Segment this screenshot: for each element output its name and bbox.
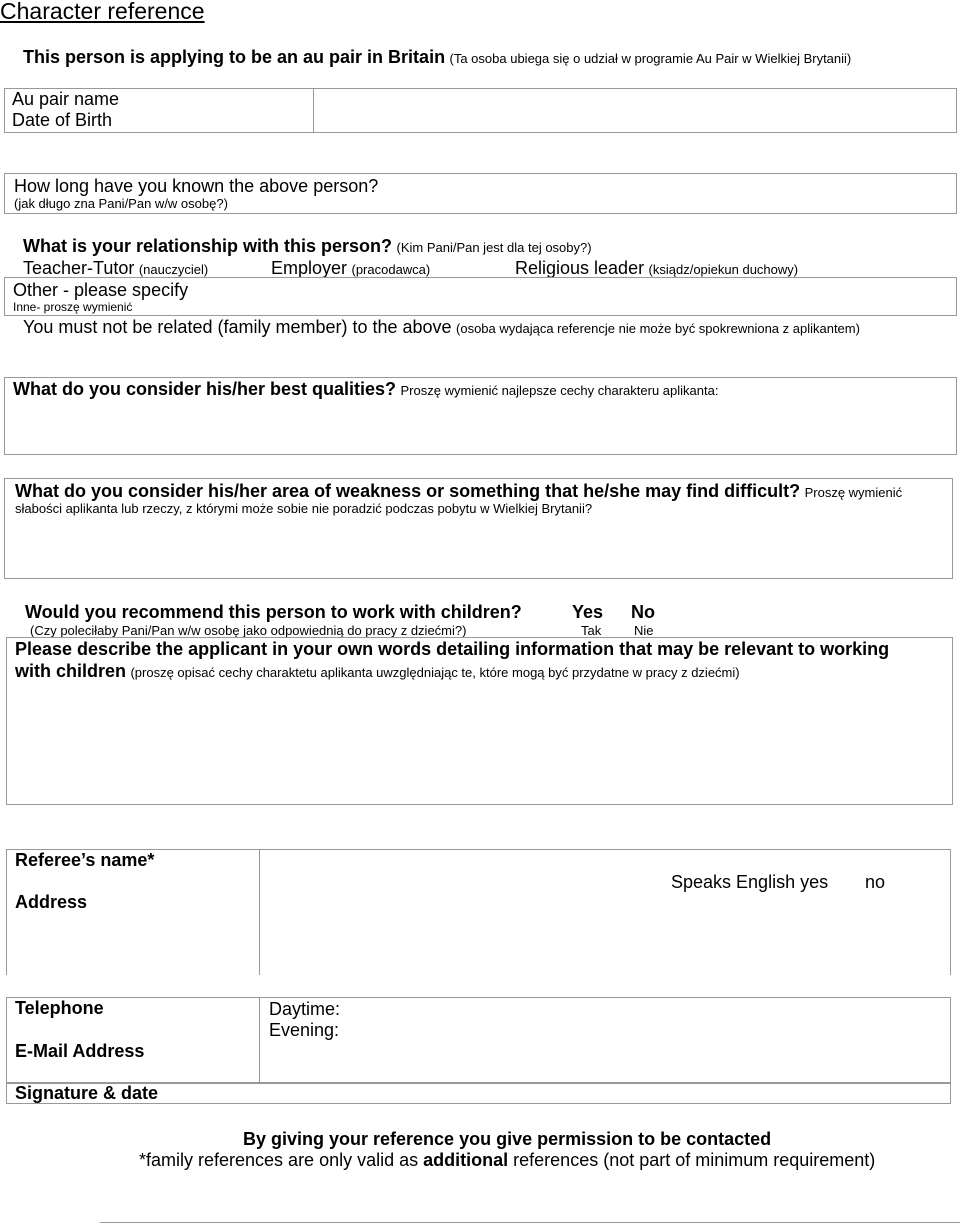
describe-pl: (proszę opisać cechy charaktetu aplikanta uwzględniając te, które mogą być przydatne w pracy z dziećmi)	[130, 665, 740, 680]
footer-permission: By giving your reference you give permission to be contacted	[243, 1129, 772, 1149]
weakness-question	[15, 481, 902, 502]
referee-divider	[259, 849, 260, 975]
known-pl: (jak długo zna Pani/Pan w/w osobę?)	[14, 196, 228, 211]
qualities-question	[13, 379, 718, 400]
employer-pl: (pracodawca)	[351, 262, 431, 277]
describe-en-1: Please describe the applicant in your own words detailing information that may be relevant to working	[15, 639, 890, 659]
footer-note-a: *family references are only valid as	[139, 1150, 419, 1170]
email-label: E-Mail Address	[15, 1041, 145, 1061]
address-label: Address	[15, 892, 88, 912]
weakness-pl-1: Proszę wymienić	[804, 485, 903, 500]
referee-name-label: Referee’s name*	[15, 850, 155, 870]
signature-label: Signature & date	[15, 1083, 159, 1103]
weakness-en: What do you consider his/her area of weakness or something that he/she may find difficult?	[15, 481, 801, 501]
page-title: Character reference	[0, 0, 205, 24]
intro-pl: (Ta osoba ubiega się o udział w programie Au Pair w Wielkiej Brytanii)	[449, 51, 852, 66]
telephone-label: Telephone	[15, 998, 104, 1018]
qualities-en: What do you consider his/her best qualities?	[13, 379, 397, 399]
footer-note-b: additional	[423, 1150, 509, 1170]
other-en: Other - please specify	[13, 280, 189, 300]
intro-en: This person is applying to be an au pair in Britain	[23, 47, 446, 67]
teacher-pl: (nauczyciel)	[138, 262, 209, 277]
describe-en-2: with children	[15, 661, 127, 681]
contact-divider	[259, 997, 260, 1083]
speaks-english-no[interactable]: no	[865, 872, 886, 892]
religious-en: Religious leader	[515, 258, 645, 278]
relationship-option-religious[interactable]	[515, 258, 798, 279]
daytime-label[interactable]: Daytime:	[269, 999, 341, 1019]
au-pair-name-label: Au pair name	[12, 89, 120, 109]
intro-line	[23, 47, 851, 68]
relationship-option-employer[interactable]	[271, 258, 430, 279]
related-note-en: You must not be related (family member) to the above	[23, 317, 452, 337]
qualities-pl: Proszę wymienić najlepsze cechy charakteru aplikanta:	[400, 383, 719, 398]
referee-field[interactable]	[262, 851, 662, 971]
relationship-pl: (Kim Pani/Pan jest dla tej osoby?)	[396, 240, 592, 255]
other-pl: Inne- proszę wymienić	[13, 300, 133, 314]
teacher-en: Teacher-Tutor	[23, 258, 135, 278]
recommend-tak[interactable]: Tak	[581, 623, 602, 638]
known-en: How long have you known the above person?	[14, 176, 379, 196]
footer-divider	[100, 1222, 960, 1223]
evening-label[interactable]: Evening:	[269, 1020, 340, 1040]
speaks-english-yes[interactable]: Speaks English yes	[671, 872, 829, 892]
footer-family-note	[139, 1150, 875, 1171]
footer-note-c: references (not part of minimum requirement)	[513, 1150, 876, 1170]
au-pair-divider	[313, 88, 314, 133]
au-pair-name-field[interactable]	[315, 89, 955, 110]
relationship-option-teacher[interactable]	[23, 258, 208, 279]
recommend-pl: (Czy poleciłaby Pani/Pan w/w osobę jako odpowiednią do pracy z dziećmi?)	[30, 623, 467, 638]
email-field[interactable]	[262, 1045, 942, 1079]
employer-en: Employer	[271, 258, 348, 278]
dob-label: Date of Birth	[12, 110, 113, 130]
recommend-yes[interactable]: Yes	[572, 602, 604, 622]
recommend-no[interactable]: No	[631, 602, 655, 622]
relationship-question	[23, 236, 592, 257]
recommend-en: Would you recommend this person to work with children?	[25, 602, 522, 622]
relationship-en: What is your relationship with this person?	[23, 236, 393, 256]
related-note	[23, 317, 860, 338]
dob-field[interactable]	[315, 110, 955, 131]
related-note-pl: (osoba wydająca referencje nie może być spokrewniona z aplikantem)	[456, 321, 860, 336]
recommend-nie[interactable]: Nie	[634, 623, 654, 638]
describe-line-2	[15, 661, 740, 682]
religious-pl: (ksiądz/opiekun duchowy)	[648, 262, 799, 277]
weakness-pl-2: słabości aplikanta lub rzeczy, z którymi może sobie nie poradzić podczas pobytu w Wielkiej Brytanii?	[15, 501, 593, 516]
